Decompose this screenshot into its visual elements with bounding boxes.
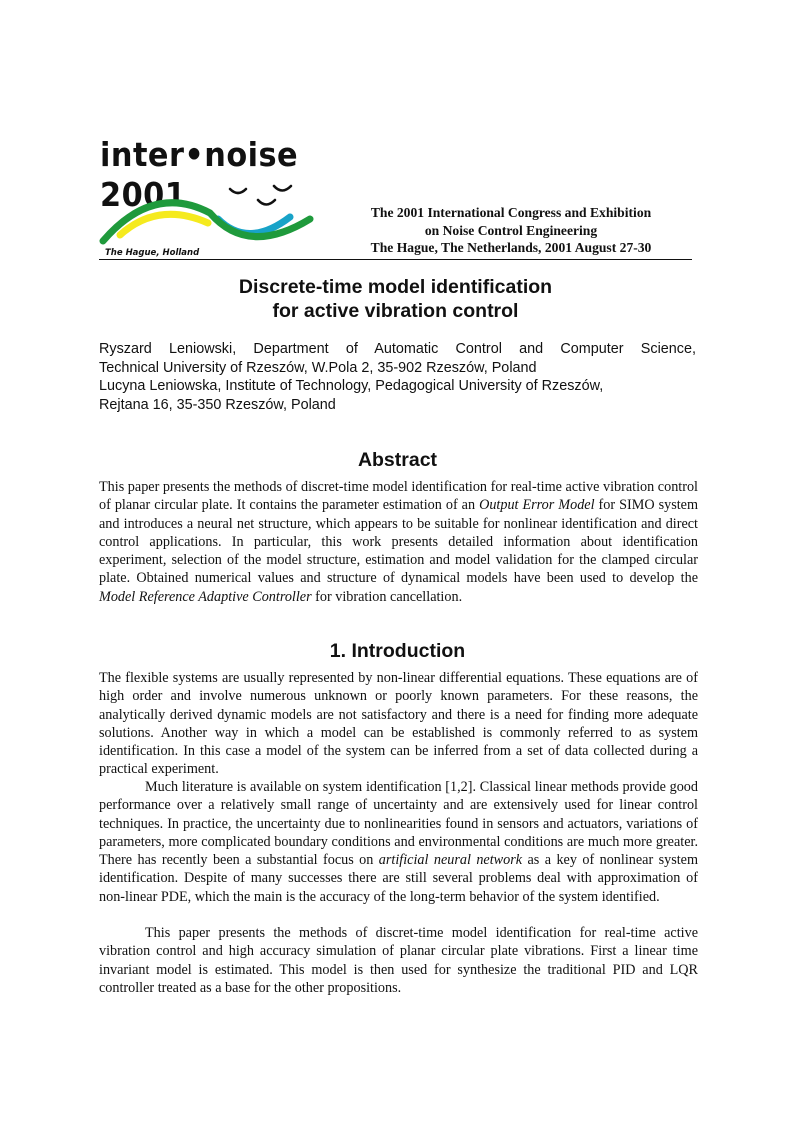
conference-line-3: The Hague, The Netherlands, 2001 August 27-30 <box>370 240 652 255</box>
abstract-italic-2: Model Reference Adaptive Controller <box>99 588 312 605</box>
introduction-para-3: This paper presents the methods of discret-time model identification for real-time active vibration control and high accuracy simulation of planar circular plate vibrations. First a linear time invariant model is estimated. This model is then used for synthesize the traditional PID and LQR controller treated as a base for the other propositions. <box>99 925 698 996</box>
abstract-text-3: for vibration cancellation. <box>311 588 463 605</box>
logo-waves-graphic <box>98 183 338 251</box>
conference-header <box>330 204 692 257</box>
abstract-text <box>99 478 698 606</box>
author-line-2: Technical University of Rzeszów, W.Pola 2, 35-902 Rzeszów, Poland <box>99 359 537 376</box>
title-line-1: Discrete-time model identification <box>238 276 553 298</box>
conference-line-1: The 2001 International Congress and Exhibition <box>370 205 652 220</box>
header-rule <box>99 259 692 260</box>
conference-logo <box>98 135 338 265</box>
author-line-1: Ryszard Leniowski, Department of Automatic Control and Computer Science, <box>99 341 696 357</box>
abstract-italic-1: Output Error Model <box>479 497 595 514</box>
conference-line-2: on Noise Control Engineering <box>424 222 598 238</box>
intro-para-2-italic: artificial neural network <box>378 852 523 869</box>
author-line-4: Rejtana 16, 35-350 Rzeszów, Poland <box>99 397 336 414</box>
paper-title <box>99 276 692 323</box>
introduction-para-2 <box>99 778 698 906</box>
abstract-heading: Abstract <box>357 449 438 471</box>
authors-block <box>99 340 696 415</box>
abstract-text-1: This paper presents the methods of discret-time model identification for real-time active vibration control of planar circular plate. It contains the parameter estimation of an <box>99 479 698 514</box>
intro-para-2-text-b: as a key of nonlinear system identification. Despite of many successes there are still several problems deal with approximation of non-linear PDE, which the main is the accuracy of the long-term behavior of the system identified. <box>99 852 699 905</box>
logo-caption: The Hague, Holland <box>105 248 200 258</box>
abstract-text-2: for SIMO system and introduces a neural net structure, which appears to be suitable for nonlinear identification and direct control applications. In particular, this work presents detailed information about identification experiment, selection of the model structure, estimation and model validation for the clamped circular plate. Obtained numerical values and structure of dynamical models have been used to develop the <box>99 497 698 587</box>
introduction-heading: 1. Introduction <box>329 640 466 662</box>
title-line-2: for active vibration control <box>272 299 519 322</box>
author-line-3: Lucyna Leniowska, Institute of Technology, Pedagogical University of Rzeszów, <box>99 378 604 395</box>
logo-wordmark: inter•noise 2001 <box>100 135 299 214</box>
introduction-para-1: The flexible systems are usually represented by non-linear differential equations. These equations are of high order and involve numerous unknown or poorly known parameters. For these reasons, the analytically derived dynamic models are not satisfactory and there is a need for finding more adequate solutions. Another way in which a model can be established is commonly referred to as system identification. In this case a model of the system can be inferred from a set of data collected during a practical experiment. <box>99 670 698 778</box>
intro-para-2-text-a: Much literature is available on system identification [1,2]. Classical linear methods provide good performance over a relatively small range of uncertainty and are extensively used for linear control techniques. In practice, the uncertainty due to nonlinearities found in sensors and actuators, variations of parameters, more complicated boundary conditions and environmental conditions are much more greater. There has recently been a substantial focus on <box>99 779 698 869</box>
